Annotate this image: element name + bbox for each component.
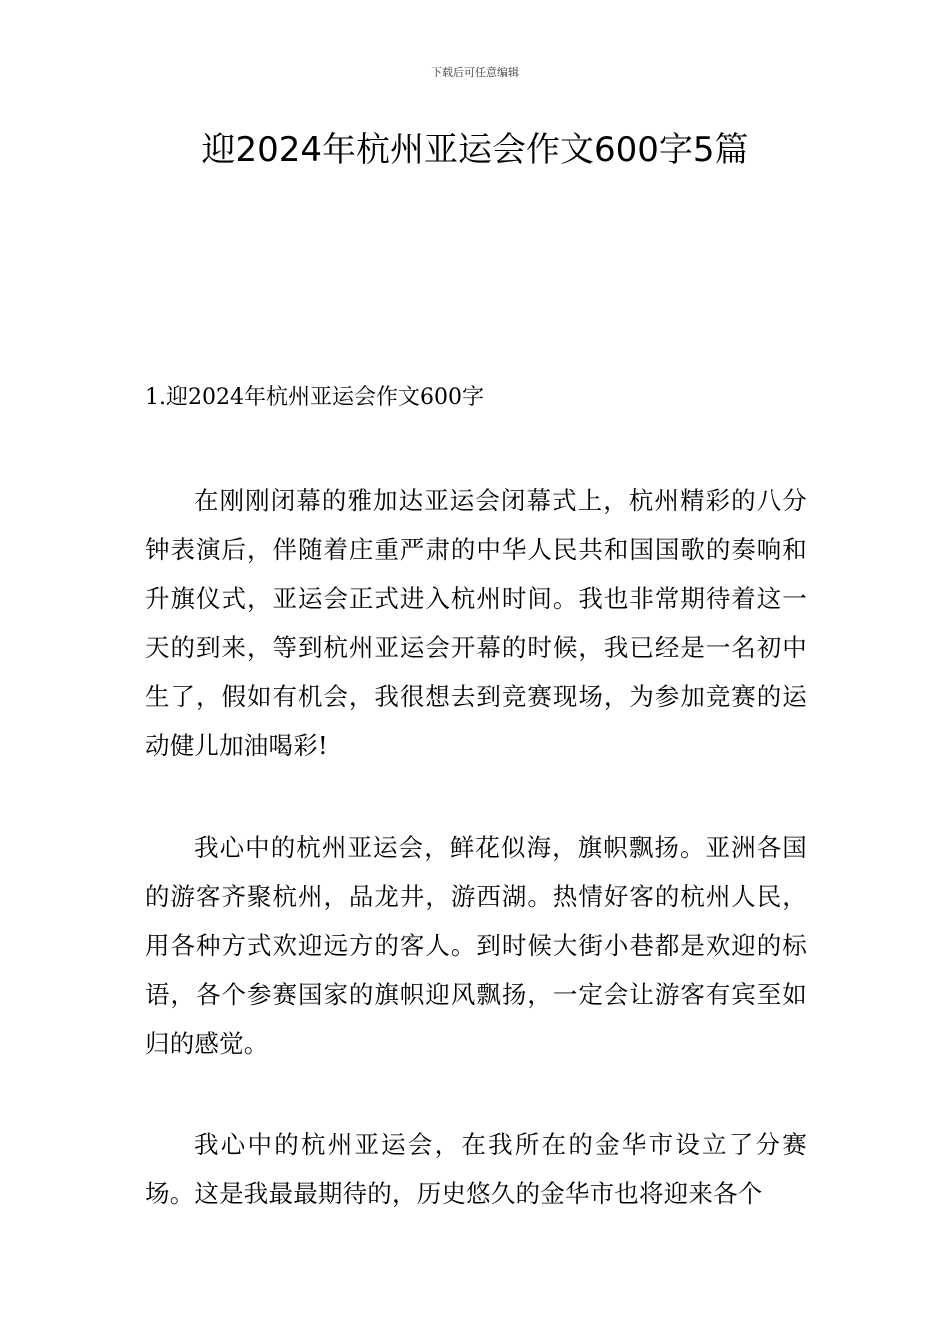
body-paragraph-3: 我心中的杭州亚运会，在我所在的金华市设立了分赛场。这是我最最期待的，历史悠久的金华市也将迎来各个 [145,1130,807,1208]
body-paragraph-2: 我心中的杭州亚运会，鲜花似海，旗帜飘扬。亚洲各国的游客齐聚杭州，品龙井，游西湖。热情好客的杭州人民，用各种方式欢迎远方的客人。到时候大街小巷都是欢迎的标语，各个参赛国家的旗帜迎风飘扬，一定会让游客有宾至如归的感觉。 [145,833,807,1058]
header-note: 下载后可任意编辑 [431,66,519,79]
body-paragraph-1: 在刚刚闭幕的雅加达亚运会闭幕式上，杭州精彩的八分钟表演后，伴随着庄重严肃的中华人民共和国国歌的奏响和升旗仪式，亚运会正式进入杭州时间。我也非常期待着这一天的到来，等到杭州亚运会开幕的时候，我已经是一名初中生了，假如有机会，我很想去到竞赛现场，为参加竞赛的运动健儿加油喝彩! [145,486,807,760]
section-heading: 1.迎2024年杭州亚运会作文600字 [145,385,484,410]
document-title: 迎2024年杭州亚运会作文600字5篇 [201,130,749,170]
